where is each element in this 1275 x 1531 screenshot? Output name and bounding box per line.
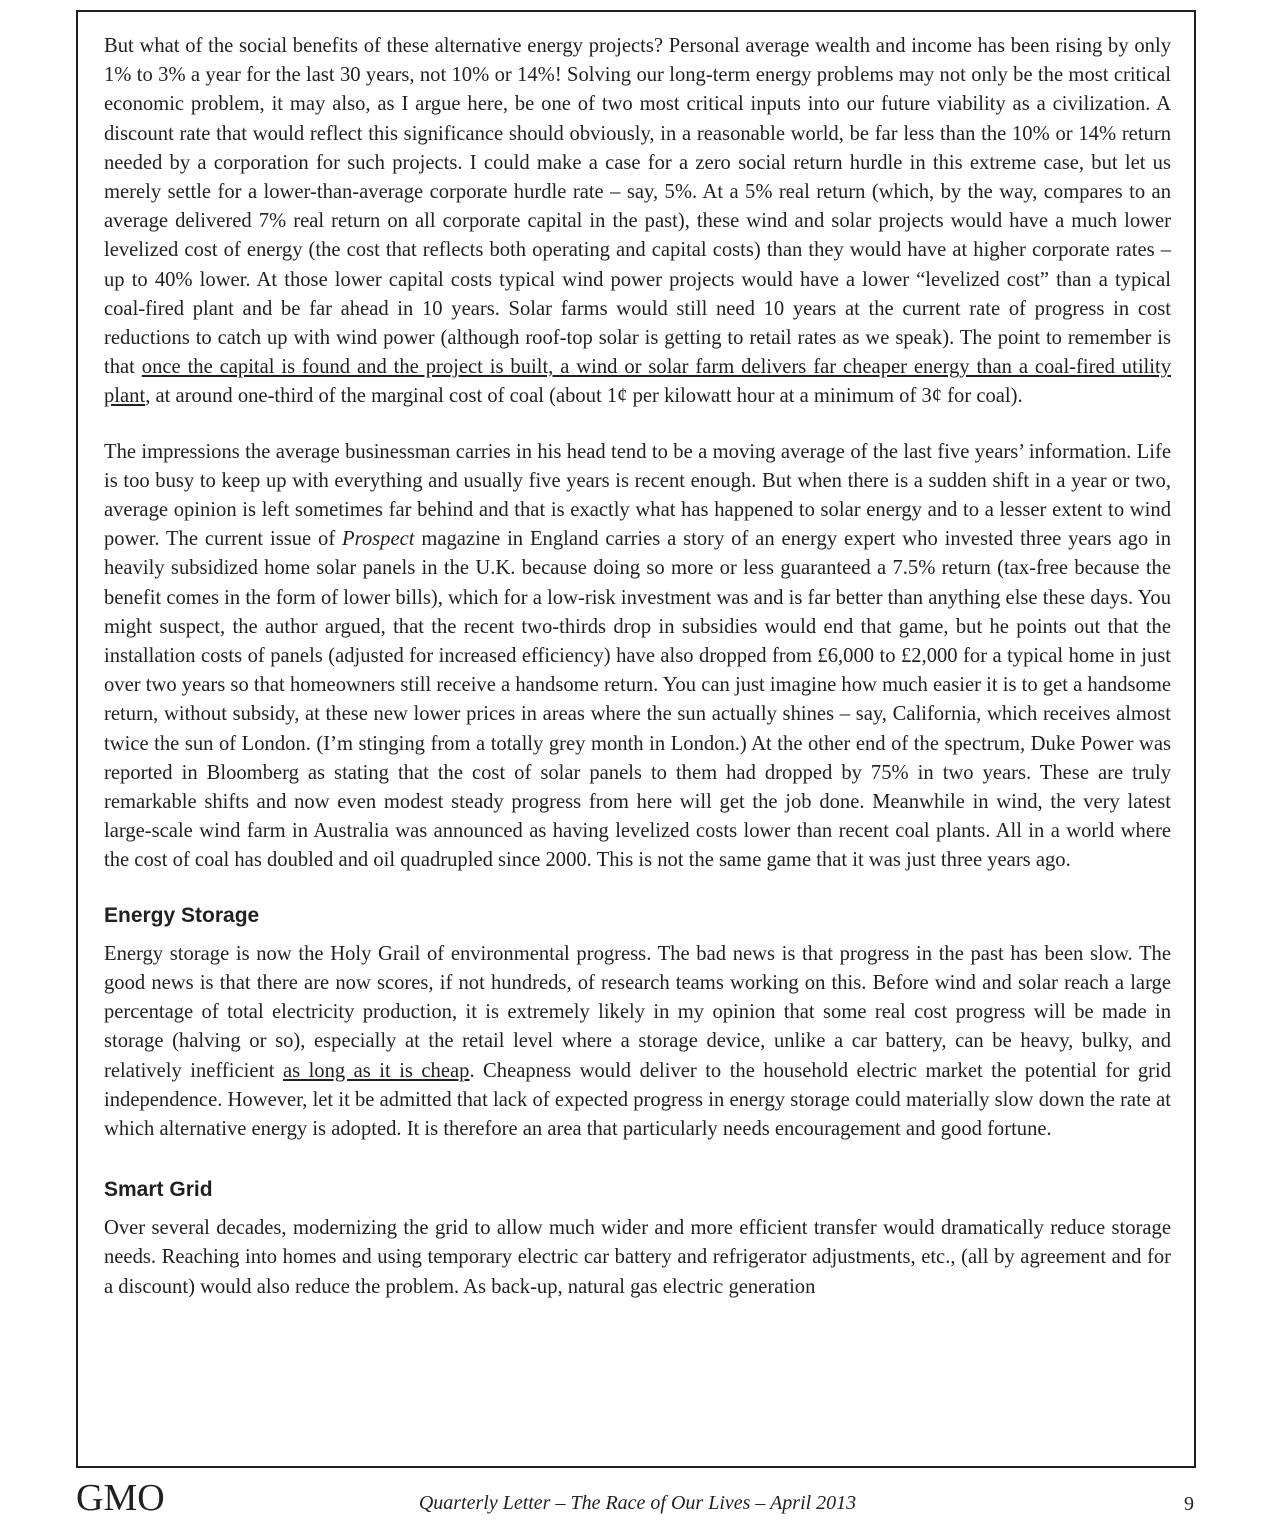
underlined-text: as long as it is cheap [282, 1059, 470, 1082]
footer-title: Quarterly Letter – The Race of Our Lives – April 2013 [418, 1492, 857, 1514]
paragraph: But what of the social benefits of these alternative energy projects? Personal average wealth and income has been rising by only 1% to 3% a year for the last 30 years, not 10% or 14%! Solving our long-term energy problems may not only be the most critical economic problem, it may also, as I argue here, be one of two most critical inputs into our future viability as a civilization. A discount rate that would reflect this significance should obviously, in a reasonable world, be far less than the 10% or 14% return needed by a corporation for such projects. I could make a case for a zero social return hurdle in this extreme case, but let us merely settle for a lower-than-average corporate hurdle rate – say, 5%. At a 5% real return (which, by the way, compares to an average delivered 7% real return on all corporate capital in the past), these wind and solar projects would have a much lower levelized cost of energy (the cost that reflects both operating and capital costs) than they would have at higher corporate rates – up to 40% lower. At those lower capital costs typical wind power projects would have a lower “levelized cost” than a typical coal-fired plant and be far ahead in 10 years. Solar farms would still need 10 years at the current rate of progress in cost reductions to catch up with wind power (although roof-top solar is getting to retail rates as we speak). The point to remember is that once the capital is found and the project is built, a wind or solar farm delivers far cheaper energy than a coal-fired utility plant, at around one-third of the marginal cost of coal (about 1¢ per kilowatt hour at a minimum of 3¢ for coal). [104, 35, 1171, 408]
section-heading-smart-grid: Smart Grid [104, 1178, 213, 1202]
paragraph: Energy storage is now the Holy Grail of environmental progress. The bad news is that progress in the past has been slow. The good news is that there are now scores, if not hundreds, of research teams working on this. Before wind and solar reach a large percentage of total electricity production, it is extremely likely in my opinion that some real cost progress will be made in storage (halving or so), especially at the retail level where a storage device, unlike a car battery, can be heavy, bulky, and relatively inefficient as long as it is cheap. Cheapness would deliver to the household electric market the potential for grid independence. However, let it be admitted that lack of expected progress in energy storage could materially slow down the rate at which alternative energy is adopted. It is therefore an area that particularly needs encouragement and good fortune. [104, 942, 1171, 1140]
section-heading-energy-storage: Energy Storage [104, 903, 260, 927]
page-number: 9 [1184, 1493, 1194, 1515]
paragraph: Over several decades, modernizing the grid to allow much wider and more efficient transfer would dramatically reduce storage needs. Reaching into homes and using temporary electric car battery and refrigerator adjustments, etc., (all by agreement and for a discount) would also reduce the problem. As back-up, natural gas electric generation [104, 1217, 1171, 1298]
magazine-title: Prospect [342, 528, 415, 551]
gmo-logo: GMO [76, 1477, 165, 1519]
underlined-text: once the capital is found and the project is built, a wind or solar farm delivers far cheaper energy than a coal-fired utility plant [104, 356, 1171, 408]
article-body [104, 32, 1171, 1328]
paragraph: The impressions the average businessman carries in his head tend to be a moving average of the last five years’ information. Life is too busy to keep up with everything and usually five years is recent enough. But when there is a sudden shift in a year or two, average opinion is left sometimes far behind and that is exactly what has happened to solar energy and to a lesser extent to wind power. The current issue of Prospect magazine in England carries a story of an energy expert who invested three years ago in heavily subsidized home solar panels in the U.K. because doing so more or less guaranteed a 7.5% return (tax-free because the benefit comes in the form of lower bills), which for a low-risk investment was and is far better than anything else these days. You might suspect, the author argued, that the recent two-thirds drop in subsidies would end that game, but he points out that the installation costs of panels (adjusted for increased efficiency) have also dropped from £6,000 to £2,000 for a typical home in just over two years so that homeowners still receive a handsome return. You can just imagine how much easier it is to get a handsome return, without subsidy, at these new lower prices in areas where the sun actually shines – say, California, which receives almost twice the sun of London. (I’m stinging from a totally grey month in London.) At the other end of the spectrum, Duke Power was reported in Bloomberg as stating that the cost of solar panels to them had dropped by 75% in two years. These are truly remarkable shifts and now even modest steady progress from here will get the job done. Meanwhile in wind, the very latest large-scale wind farm in Australia was announced as having levelized costs lower than recent coal plants. All in a world where the cost of coal has doubled and oil quadrupled since 2000. This is not the same game that it was just three years ago. [104, 440, 1171, 872]
